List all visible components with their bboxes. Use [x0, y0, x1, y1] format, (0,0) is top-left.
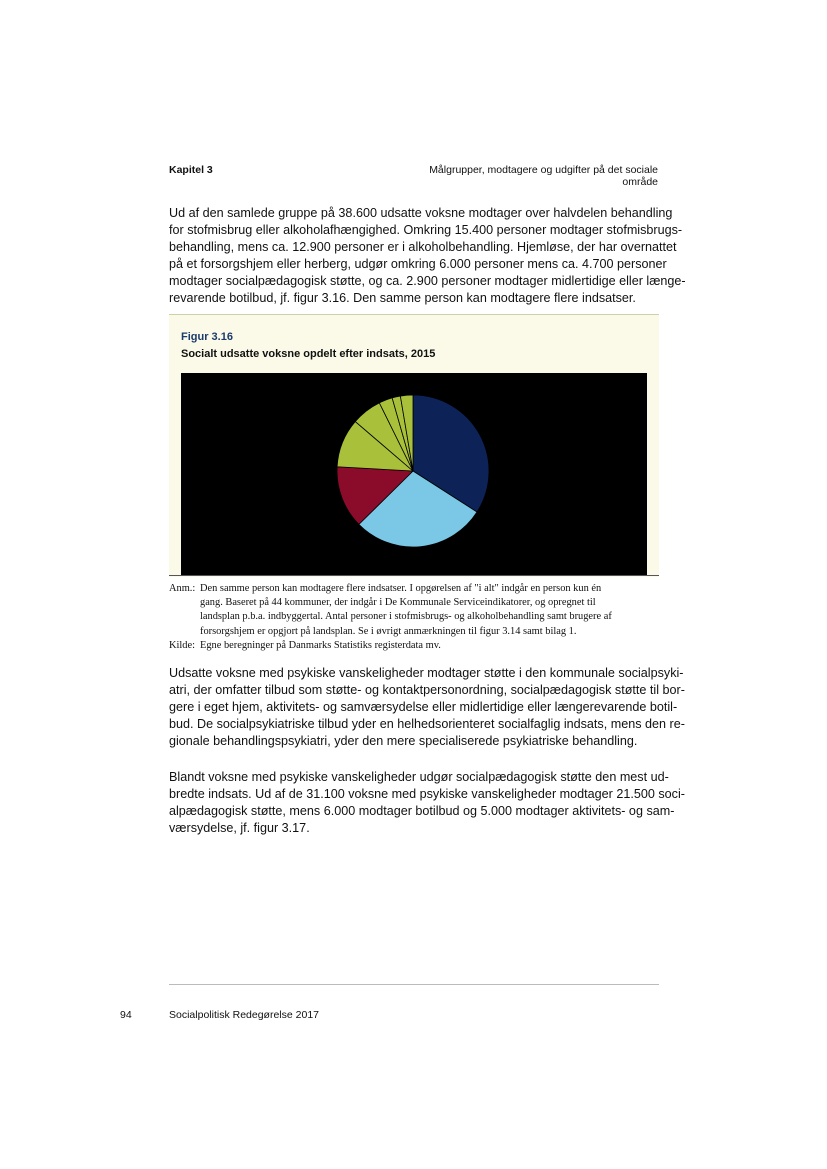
text-line: modtager socialpædagogisk støtte, og ca. 2.900 personer modtager midlertidige eller længe-	[169, 273, 686, 288]
footer-divider	[169, 984, 659, 985]
note-line: Den samme person kan modtagere flere indsatser. I opgørelsen af "i alt" indgår en person kun én	[200, 583, 602, 594]
text-line: gionale behandlingspsykiatri, yder den mere specialiserede psykiatriske behandling.	[169, 733, 638, 748]
note-line: forsorgshjem er opgjort på landsplan. Se i øvrigt anmærkningen til figur 3.14 samt bilag 1.	[200, 625, 577, 637]
note-line: landsplan p.b.a. indbyggertal. Antal personer i stofmisbrugs- og alkoholbehandling samt brugere af	[200, 611, 612, 623]
chapter-label: Kapitel 3	[169, 164, 213, 176]
text-line: alpædagogisk støtte, mens 6.000 modtager botilbud og 5.000 modtager aktivitets- og sam-	[169, 803, 675, 818]
paragraph-psychiatry	[169, 665, 685, 750]
text-line: revarende botilbud, jf. figur 3.16. Den samme person kan modtagere flere indsatser.	[169, 290, 636, 305]
source-text: Egne beregninger på Danmarks Statistiks registerdata mv.	[200, 639, 441, 651]
text-line: bud. De socialpsykiatriske tilbud yder en helhedsorienteret socialfaglig indsats, mens den re-	[169, 716, 685, 731]
text-line: gere i eget hjem, aktivitets- og samværsydelse eller midlertidige eller længerevarende botil-	[169, 699, 678, 714]
text-line: Blandt voksne med psykiske vanskeligheder udgør socialpædagogisk støtte den mest ud-	[169, 770, 669, 784]
figure-number: Figur 3.16	[181, 331, 233, 343]
figure-title: Socialt udsatte voksne opdelt efter indsats, 2015	[181, 348, 436, 360]
text-line: Ud af den samlede gruppe på 38.600 udsatte voksne modtager over halvdelen behandling	[169, 206, 673, 220]
text-line: bredte indsats. Ud af de 31.100 voksne med psykiske vanskeligheder modtager 21.500 soci-	[169, 786, 685, 801]
text-line: værsydelse, jf. figur 3.17.	[169, 820, 310, 835]
text-line: atri, der omfatter tilbud som støtte- og kontaktpersonordning, socialpædagogisk støtte til bor-	[169, 682, 685, 697]
source-label: Kilde:	[169, 639, 195, 651]
figure-divider	[169, 575, 659, 576]
chart-area	[181, 373, 647, 575]
section-title: Målgrupper, modtagere og udgifter på det sociale område	[429, 164, 658, 188]
paragraph-intro	[169, 205, 686, 306]
note-line: gang. Baseret på 44 kommuner, der indgår i De Kommunale Serviceindikatorer, og opregnet til	[200, 597, 596, 609]
paragraph-support	[169, 769, 685, 837]
text-line: for stofmisbrug eller alkoholafhængighed. Omkring 15.400 personer modtager stofmisbrugs-	[169, 222, 683, 237]
publication-title: Socialpolitisk Redegørelse 2017	[169, 1009, 319, 1021]
note-label: Anm.:	[169, 583, 196, 594]
figure-notes	[169, 582, 659, 653]
pie-chart	[181, 373, 647, 575]
text-line: behandling, mens ca. 12.900 personer er i alkoholbehandling. Hjemløse, der har overnattet	[169, 239, 677, 254]
note-text	[200, 582, 612, 639]
text-line: på et forsorgshjem eller herberg, udgør omkring 6.000 personer mens ca. 4.700 personer	[169, 256, 667, 271]
page-number: 94	[120, 1009, 132, 1021]
text-line: Udsatte voksne med psykiske vanskeligheder modtager støtte i den kommunale socialpsyki-	[169, 666, 684, 680]
